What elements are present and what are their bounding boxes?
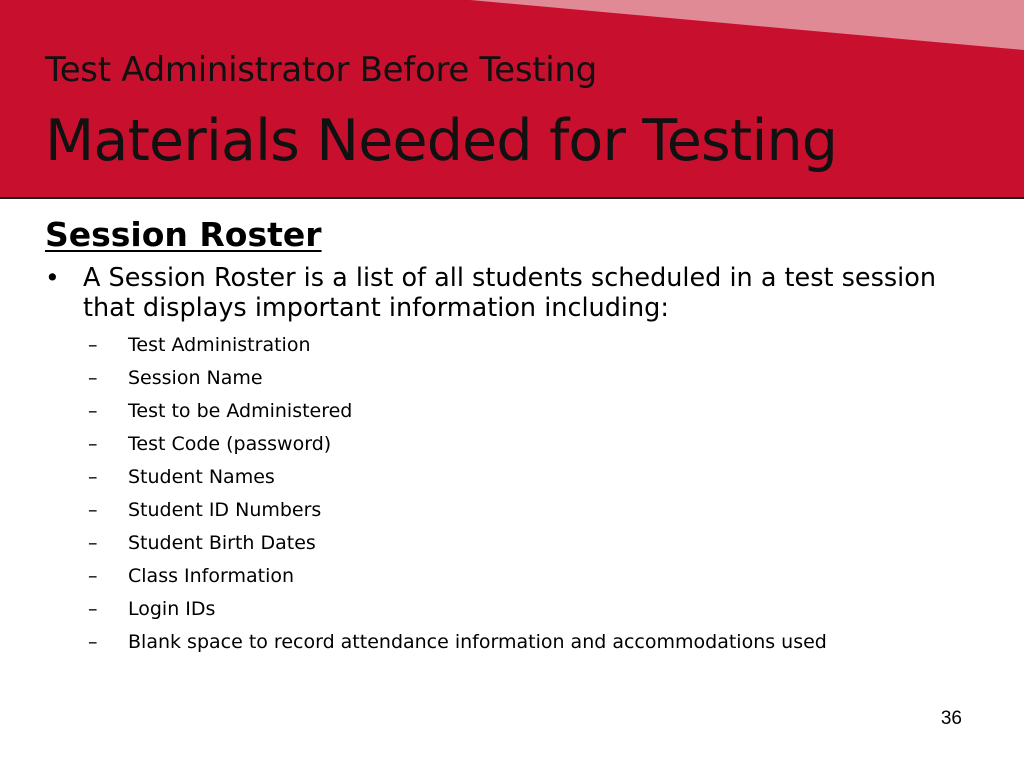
sub-bullet-marker: – (88, 433, 98, 455)
section-heading: Session Roster (45, 215, 322, 254)
sub-bullet-list (45, 335, 985, 652)
sub-bullet-item (88, 566, 985, 586)
sub-bullet-marker: – (88, 466, 98, 488)
header-divider (0, 197, 1024, 199)
sub-bullet-text: Test Administration (128, 334, 311, 356)
bullet-marker: • (45, 263, 60, 292)
sub-bullet-marker: – (88, 631, 98, 653)
sub-bullet-item (88, 533, 985, 553)
sub-bullet-item (88, 599, 985, 619)
sub-bullet-marker: – (88, 499, 98, 521)
slide-eyebrow: Test Administrator Before Testing (45, 50, 597, 90)
bullet-text: A Session Roster is a list of all students scheduled in a test session that displays important information including: (83, 263, 937, 323)
sub-bullet-text: Session Name (128, 367, 263, 389)
sub-bullet-text: Test to be Administered (128, 400, 353, 422)
header-accent-polygon (470, 0, 1024, 50)
sub-bullet-marker: – (88, 367, 98, 389)
sub-bullet-marker: – (88, 400, 98, 422)
sub-bullet-item (88, 368, 985, 388)
sub-bullet-marker: – (88, 532, 98, 554)
sub-bullet-item (88, 467, 985, 487)
sub-bullet-text: Student ID Numbers (128, 499, 322, 521)
sub-bullet-item (88, 500, 985, 520)
page-number: 36 (940, 708, 962, 729)
bullet-point (45, 263, 953, 323)
header-band (0, 0, 1024, 197)
slide-content (45, 213, 985, 665)
slide-title: Materials Needed for Testing (45, 108, 838, 174)
sub-bullet-text: Student Names (128, 466, 275, 488)
sub-bullet-marker: – (88, 334, 98, 356)
sub-bullet-item (88, 401, 985, 421)
sub-bullet-item (88, 434, 985, 454)
sub-bullet-marker: – (88, 598, 98, 620)
sub-bullet-text: Login IDs (128, 598, 216, 620)
sub-bullet-text: Class Information (128, 565, 295, 587)
sub-bullet-item (88, 632, 985, 652)
sub-bullet-text: Student Birth Dates (128, 532, 316, 554)
sub-bullet-text: Test Code (password) (128, 433, 332, 455)
sub-bullet-text: Blank space to record attendance information and accommodations used (128, 631, 827, 653)
sub-bullet-marker: – (88, 565, 98, 587)
sub-bullet-item (88, 335, 985, 355)
